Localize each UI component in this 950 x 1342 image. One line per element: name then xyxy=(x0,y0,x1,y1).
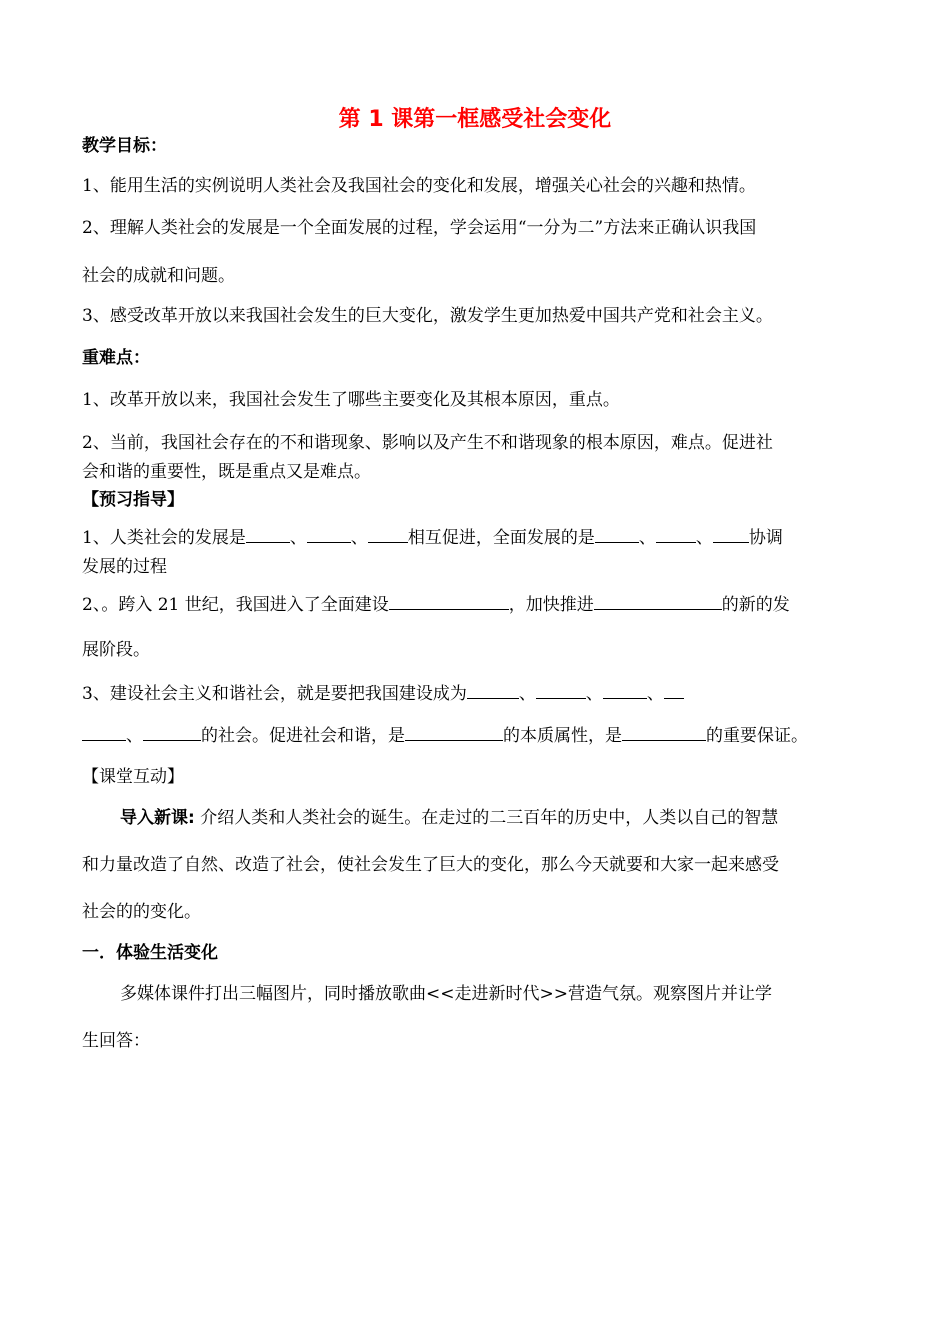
classroom-intro-line-2: 和力量改造了自然、改造了社会，使社会发生了巨大的变化，那么今天就要和大家一起来感受 xyxy=(82,855,779,875)
fill-blank[interactable] xyxy=(143,722,201,741)
separator: 、 xyxy=(289,528,307,548)
fill-blank[interactable] xyxy=(713,524,749,543)
goal-item-1: 1、能用生活的实例说明人类社会及我国社会的变化和发展，增强关心社会的兴趣和热情。 xyxy=(82,176,756,196)
question-1-mid: 相互促进，全面发展的是 xyxy=(407,528,595,548)
fill-blank[interactable] xyxy=(405,722,503,741)
keypoints-heading: 重难点： xyxy=(82,348,150,368)
classroom-intro-line-1 xyxy=(120,806,870,830)
keypoint-item-1: 1、改革开放以来，我国社会发生了哪些主要变化及其根本原因，重点。 xyxy=(82,390,620,410)
fill-blank[interactable] xyxy=(307,524,351,543)
classroom-heading: 【课堂互动】 xyxy=(82,767,184,787)
fill-blank[interactable] xyxy=(389,591,509,610)
fill-blank[interactable] xyxy=(595,524,639,543)
keypoint-item-2-line-1: 2、当前，我国社会存在的不和谐现象、影响以及产生不和谐现象的根本原因，难点。促进社 xyxy=(82,433,773,453)
fill-blank[interactable] xyxy=(246,524,290,543)
fill-blank[interactable] xyxy=(594,591,722,610)
separator: 、 xyxy=(695,528,713,548)
question-2-start: 2、。跨入 21 世纪，我国进入了全面建设 xyxy=(82,595,389,615)
fill-blank[interactable] xyxy=(467,680,519,699)
fill-blank[interactable] xyxy=(368,524,408,543)
preview-question-3 xyxy=(82,680,870,706)
question-3-start: 3、建设社会主义和谐社会，就是要把我国建设成为 xyxy=(82,684,467,704)
preview-question-1 xyxy=(82,524,870,550)
question-1-end: 协调 xyxy=(748,528,783,548)
fill-blank[interactable] xyxy=(536,680,586,699)
question-3-mid-1: 的社会。促进社会和谐，是 xyxy=(201,726,405,746)
separator: 、 xyxy=(646,684,664,704)
intro-label: 导入新课: xyxy=(120,808,195,828)
section-1-text-line-2: 生回答： xyxy=(82,1031,150,1051)
fill-blank[interactable] xyxy=(622,722,706,741)
intro-text: 介绍人类和人类社会的诞生。在走过的二三百年的历史中，人类以自己的智慧 xyxy=(200,808,779,828)
preview-question-1-line-2: 发展的过程 xyxy=(82,557,167,577)
separator: 、 xyxy=(350,528,368,548)
fill-blank[interactable] xyxy=(603,680,647,699)
goal-item-2-line-2: 社会的成就和问题。 xyxy=(82,266,235,286)
preview-question-2 xyxy=(82,591,870,617)
section-1-heading: 一．体验生活变化 xyxy=(82,943,218,963)
goals-heading: 教学目标： xyxy=(82,136,167,156)
fill-blank[interactable] xyxy=(664,680,684,699)
question-2-end: 的新的发 xyxy=(721,595,790,615)
question-2-mid: ，加快推进 xyxy=(508,595,594,615)
question-3-mid-2: 的本质属性，是 xyxy=(503,726,622,746)
classroom-intro-line-3: 社会的的变化。 xyxy=(82,902,201,922)
fill-blank[interactable] xyxy=(656,524,696,543)
fill-blank[interactable] xyxy=(82,722,126,741)
separator: 、 xyxy=(126,726,143,746)
separator: 、 xyxy=(638,528,656,548)
keypoint-item-2-line-2: 会和谐的重要性，既是重点又是难点。 xyxy=(82,462,371,482)
goal-item-3: 3、感受改革开放以来我国社会发生的巨大变化，激发学生更加热爱中国共产党和社会主义。 xyxy=(82,306,773,326)
preview-question-2-line-2: 展阶段。 xyxy=(82,640,150,660)
page-title: 第 1 课第一框感受社会变化 xyxy=(338,107,612,132)
question-3-end: 的重要保证。 xyxy=(706,726,808,746)
section-1-text-line-1: 多媒体课件打出三幅图片，同时播放歌曲<<走进新时代>>营造气氛。观察图片并让学 xyxy=(120,984,772,1004)
question-1-start: 1、人类社会的发展是 xyxy=(82,528,246,548)
separator: 、 xyxy=(518,684,536,704)
preview-heading: 【预习指导】 xyxy=(82,490,184,510)
goal-item-2-line-1: 2、理解人类社会的发展是一个全面发展的过程，学会运用“一分为二”方法来正确认识我国 xyxy=(82,218,757,238)
separator: 、 xyxy=(585,684,603,704)
preview-question-3-line-2 xyxy=(82,722,870,748)
